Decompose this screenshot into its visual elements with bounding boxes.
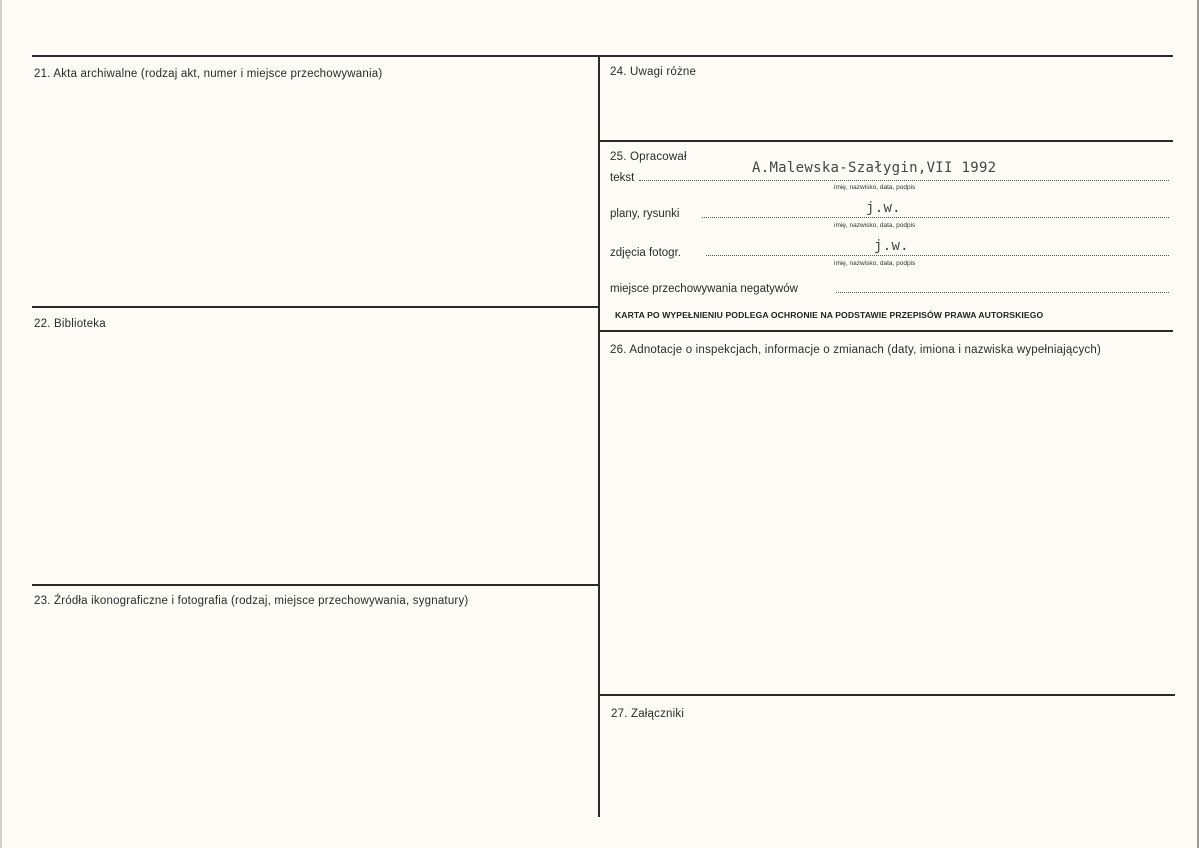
tekst-label: tekst: [610, 172, 635, 184]
zdjecia-label: zdjęcia fotogr.: [610, 247, 681, 259]
tekst-hint: imię, nazwisko, data, podpis: [834, 184, 916, 191]
section-27-title: 27. Załączniki: [611, 708, 685, 720]
section-24-title: 24. Uwagi różne: [610, 66, 697, 78]
plany-dotted-line: [702, 217, 1169, 218]
plany-hint: imię, nazwisko, data, podpis: [834, 222, 916, 229]
rule-22-23: [32, 584, 599, 586]
section-26-title: 26. Adnotacje o inspekcjach, informacje o zmianach (daty, imiona i nazwiska wypełniających): [610, 344, 1101, 356]
section-22-title: 22. Biblioteka: [34, 318, 106, 330]
tekst-dotted-line: [639, 180, 1169, 181]
zdjecia-value: j.w.: [874, 238, 909, 254]
tekst-value: A.Malewska-Szałygin,VII 1992: [752, 160, 997, 176]
plany-label: plany, rysunki: [610, 208, 680, 220]
rule-24-25: [599, 140, 1173, 142]
rule-25-26: [599, 330, 1173, 332]
negatives-label: miejsce przechowywania negatywów: [610, 283, 798, 295]
section-21-title: 21. Akta archiwalne (rodzaj akt, numer i miejsce przechowywania): [34, 68, 383, 80]
copyright-notice: KARTA PO WYPEŁNIENIU PODLEGA OCHRONIE NA PODSTAWIE PRZEPISÓW PRAWA AUTORSKIEGO: [615, 310, 1044, 320]
negatives-dotted-line: [836, 292, 1169, 293]
plany-value: j.w.: [866, 200, 901, 216]
rule-26-27: [599, 694, 1175, 696]
center-divider: [598, 55, 600, 817]
section-23-title: 23. Źródła ikonograficzne i fotografia (rodzaj, miejsce przechowywania, sygnatury): [34, 595, 469, 607]
zdjecia-dotted-line: [706, 255, 1169, 256]
rule-21-22: [32, 306, 599, 308]
zdjecia-hint: imię, nazwisko, data, podpis: [834, 260, 916, 267]
top-rule: [32, 55, 1173, 57]
section-25-title: 25. Opracował: [610, 151, 687, 163]
